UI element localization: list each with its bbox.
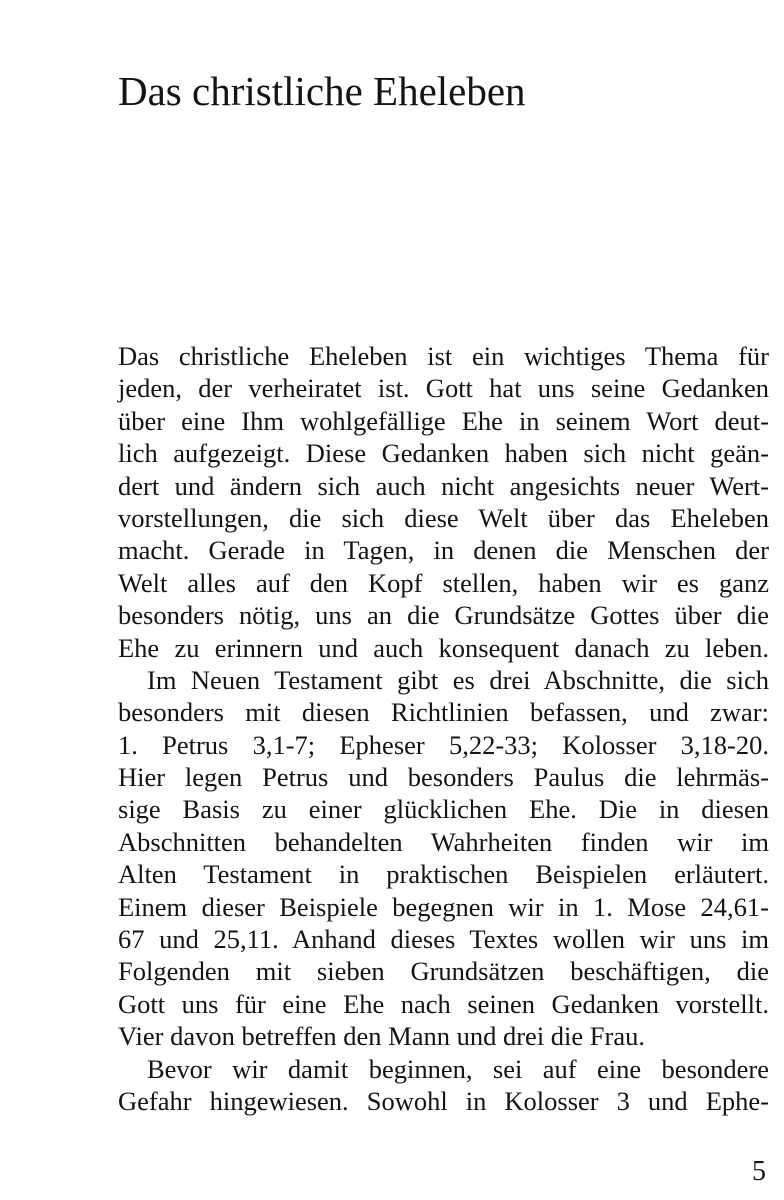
text-line: Hier legen Petrus und besonders Paulus die lehrmäs- <box>118 762 769 793</box>
paragraph <box>118 664 769 1053</box>
text-line: vorstellungen, die sich diese Welt über das Eheleben <box>118 502 769 533</box>
text-line: Einem dieser Beispiele begegnen wir in 1. Mose 24,61- <box>118 891 769 922</box>
text-line: Gefahr hingewiesen. Sowohl in Kolosser 3 und Ephe- <box>118 1085 769 1116</box>
text-line: Im Neuen Testament gibt es drei Abschnitte, die sich <box>147 664 769 695</box>
text-line: dert und ändern sich auch nicht angesichts neuer Wert- <box>118 470 769 501</box>
text-line: Alten Testament in praktischen Beispielen erläutert. <box>118 859 769 890</box>
paragraph <box>118 1053 769 1118</box>
text-line: sige Basis zu einer glücklichen Ehe. Die in diesen <box>118 794 769 825</box>
text-line: Ehe zu erinnern und auch konsequent danach zu leben. <box>118 632 769 663</box>
text-line: 67 und 25,11. Anhand dieses Textes wollen wir uns im <box>118 924 769 955</box>
text-line: Gott uns für eine Ehe nach seinen Gedanken vorstellt. <box>118 988 769 1019</box>
text-line: Abschnitten behandelten Wahrheiten finden wir im <box>118 826 769 857</box>
text-line: lich aufgezeigt. Diese Gedanken haben sich nicht geän- <box>118 438 769 469</box>
text-line: Das christliche Eheleben ist ein wichtiges Thema für <box>118 341 769 371</box>
paragraph <box>118 340 769 664</box>
text-line: 1. Petrus 3,1-7; Epheser 5,22-33; Kolosser 3,18-20. <box>118 729 769 760</box>
text-line: Bevor wir damit beginnen, sei auf eine besondere <box>147 1053 769 1084</box>
page-number: 5 <box>752 1156 766 1187</box>
text-line: besonders nötig, uns an die Grundsätze Gottes über die <box>118 600 769 631</box>
text-line: jeden, der verheiratet ist. Gott hat uns seine Gedanken <box>118 373 769 404</box>
text-line: besonders mit diesen Richtlinien befassen, und zwar: <box>118 697 769 728</box>
text-line: Folgenden mit sieben Grundsätzen beschäftigen, die <box>118 956 769 987</box>
text-line: Vier davon betreffen den Mann und drei die Frau. <box>118 1021 646 1052</box>
text-line: Welt alles auf den Kopf stellen, haben wir es ganz <box>118 567 769 598</box>
text-line: macht. Gerade in Tagen, in denen die Menschen der <box>118 535 769 566</box>
body-text <box>118 340 769 1117</box>
chapter-title: Das christliche Eheleben <box>118 68 526 114</box>
text-line: über eine Ihm wohlgefällige Ehe in seinem Wort deut- <box>118 405 769 436</box>
